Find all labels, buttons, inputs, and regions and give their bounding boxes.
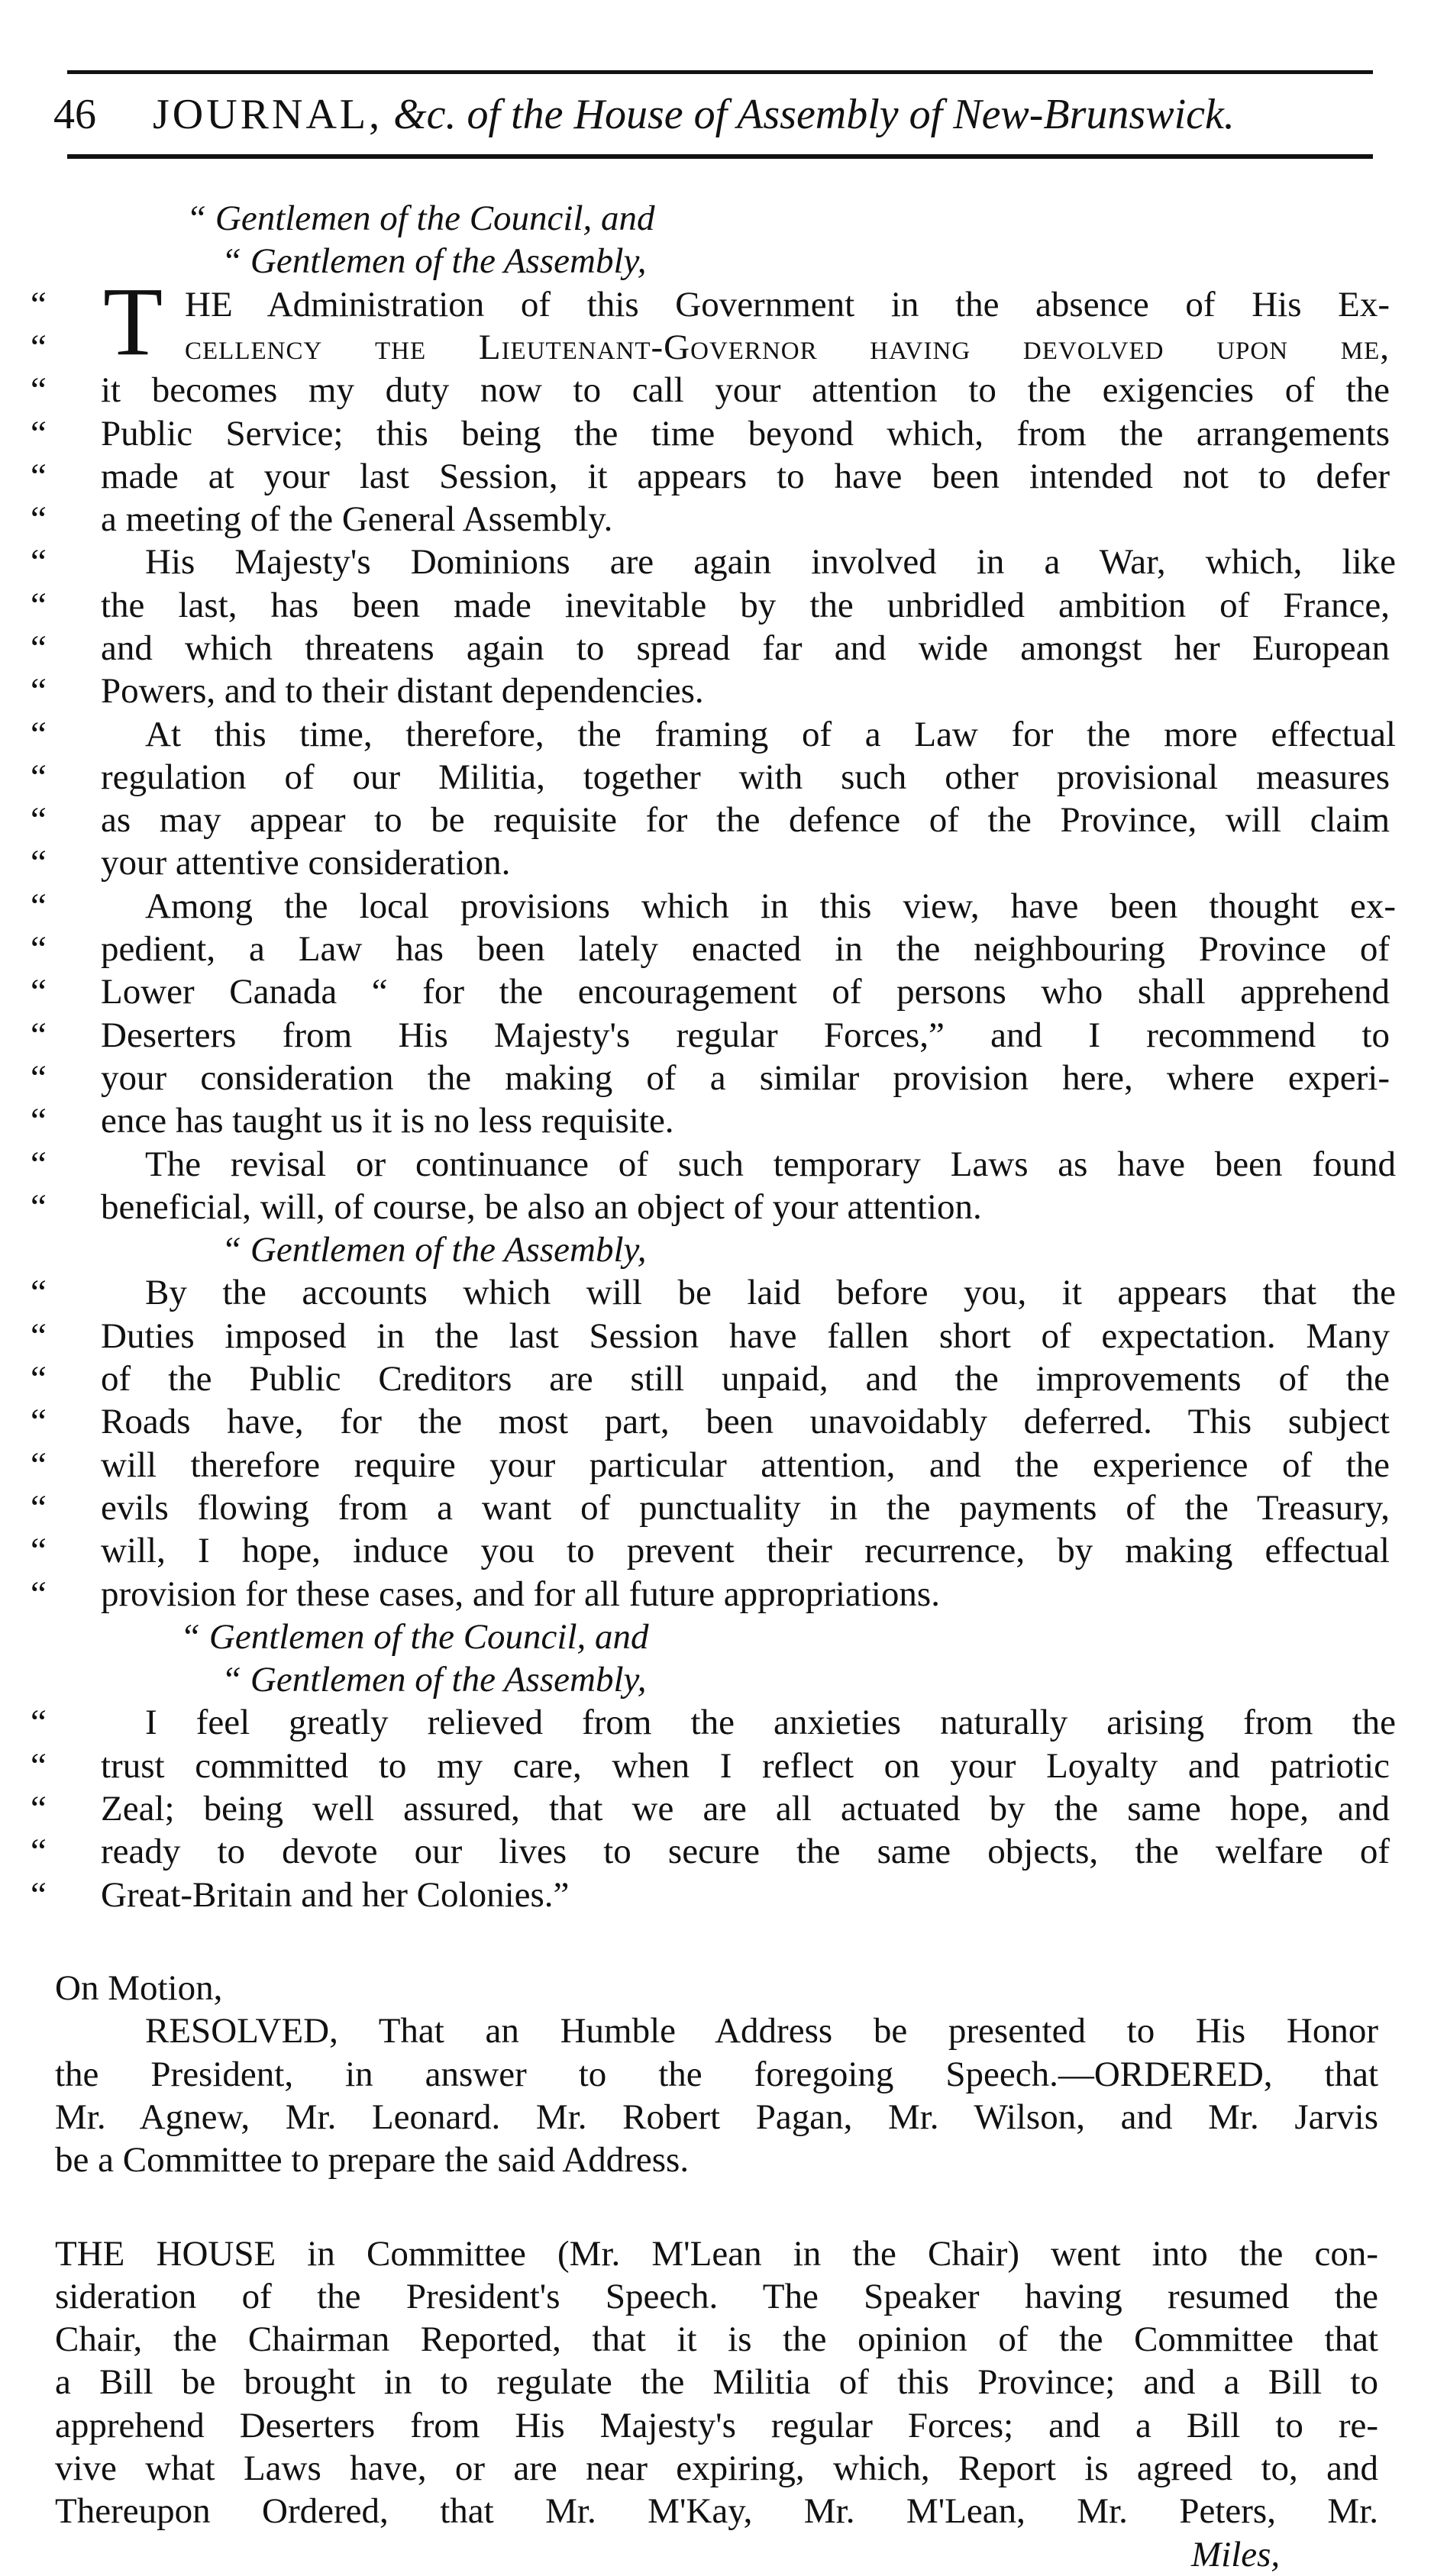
- paragraph-4-line-3-text: Lower Canada “ for the encouragement of persons who shall apprehend: [101, 972, 1390, 1012]
- paragraph-2-line-4: [31, 670, 1390, 712]
- paragraph-6-line-7: [31, 1529, 1390, 1572]
- paragraph-2-line-1-text: His Majesty's Dominions are again involved in a War, which, like: [145, 542, 1396, 582]
- paragraph-4-line-1-text: Among the local provisions which in this view, have been thought ex-: [145, 886, 1396, 926]
- committee-line-4-text: a Bill be brought in to regulate the Militia of this Province; and a Bill to: [55, 2362, 1378, 2402]
- paragraph-5-line-2: [31, 1186, 1390, 1228]
- paragraph-6-line-1: [31, 1271, 1396, 1314]
- committee-line-3-text: Chair, the Chairman Reported, that it is the opinion of the Committee that: [55, 2319, 1378, 2359]
- paragraph-6-line-5-text: will therefore require your particular attention, and the experience of the: [101, 1445, 1390, 1485]
- motion-line-1: [145, 2009, 1447, 2052]
- paragraph-1-line-5-text: made at your last Session, it appears to have been intended not to defer: [101, 457, 1390, 496]
- paragraph-2-line-4-text: Powers, and to their distant dependencies.: [101, 671, 704, 711]
- quote-mark: “: [31, 370, 47, 410]
- quote-mark: “: [31, 457, 47, 496]
- committee-line-6: [55, 2447, 1414, 2490]
- paragraph-7-line-1: [31, 1701, 1396, 1744]
- quote-mark: “: [31, 1015, 47, 1055]
- quote-mark: “: [31, 671, 47, 711]
- paragraph-2-line-3: [31, 627, 1390, 670]
- paragraph-6-line-1-text: By the accounts which will be laid before you, it appears that the: [145, 1273, 1396, 1312]
- salutation-assembly-1: [221, 240, 1447, 282]
- salutation-council-1: [186, 197, 1447, 240]
- quote-mark: “: [31, 1402, 47, 1441]
- paragraph-5-line-1: [31, 1143, 1396, 1186]
- paragraph-4-line-6-text: ence has taught us it is no less requisite.: [101, 1101, 674, 1141]
- paragraph-1-line-6: [31, 498, 1390, 541]
- quote-mark: “: [31, 843, 47, 883]
- committee-line-7-text: Thereupon Ordered, that Mr. M'Kay, Mr. M'Lean, Mr. Peters, Mr.: [55, 2491, 1378, 2531]
- quote-mark: “: [31, 1101, 47, 1141]
- salutation-assembly-2-text: “ Gentlemen of the Assembly,: [221, 1230, 647, 1270]
- quote-mark: “: [31, 628, 47, 668]
- committee-line-6-text: vive what Laws have, or are near expiring, which, Report is agreed to, and: [55, 2448, 1378, 2488]
- committee-line-1: [55, 2232, 1414, 2275]
- paragraph-6-line-8: [31, 1573, 1390, 1616]
- paragraph-4-line-5-text: your consideration the making of a similar provision here, where experi-: [101, 1058, 1390, 1098]
- committee-line-2: [55, 2275, 1414, 2318]
- header-rule-bottom: [67, 154, 1373, 159]
- quote-mark: “: [31, 1316, 47, 1356]
- paragraph-7-line-2-text: trust committed to my care, when I reflect on your Loyalty and patriotic: [101, 1746, 1390, 1786]
- header-title-rest: &c. of the House of Assembly of New-Brunswick.: [393, 91, 1235, 138]
- quote-mark: “: [31, 285, 47, 324]
- paragraph-6-line-5: [31, 1444, 1390, 1487]
- motion-line-3-text: Mr. Agnew, Mr. Leonard. Mr. Robert Pagan, Mr. Wilson, and Mr. Jarvis: [55, 2097, 1378, 2137]
- motion-line-4-text: be a Committee to prepare the said Address.: [55, 2140, 690, 2180]
- paragraph-6-line-2-text: Duties imposed in the last Session have fallen short of expectation. Many: [101, 1316, 1390, 1356]
- paragraph-1-line-1-text: HE Administration of this Government in the absence of His Ex-: [185, 285, 1390, 324]
- paragraph-6-line-6: [31, 1487, 1390, 1529]
- paragraph-7-line-3: [31, 1787, 1390, 1830]
- paragraph-1-line-4-text: Public Service; this being the time beyond which, from the arrangements: [101, 414, 1390, 454]
- quote-mark: “: [31, 1144, 47, 1184]
- quote-mark: “: [31, 1445, 47, 1485]
- quote-mark: “: [31, 1746, 47, 1786]
- salutation-assembly-2: [221, 1228, 1447, 1271]
- paragraph-7-line-5-text: Great-Britain and her Colonies.”: [101, 1875, 570, 1915]
- paragraph-4-line-6: [31, 1099, 1390, 1142]
- quote-mark: “: [31, 757, 47, 797]
- motion-line-3: [55, 2096, 1414, 2139]
- paragraph-2-line-1: [31, 541, 1396, 583]
- paragraph-2-line-2: [31, 584, 1390, 627]
- paragraph-4-line-2-text: pedient, a Law has been lately enacted in the neighbouring Province of: [101, 929, 1390, 969]
- quote-mark: “: [31, 1531, 47, 1570]
- quote-mark: “: [31, 586, 47, 625]
- quote-mark: “: [31, 929, 47, 969]
- paragraph-1-line-4: [31, 412, 1390, 455]
- header-rule-top: [67, 70, 1373, 74]
- paragraph-3-line-3: [31, 799, 1390, 841]
- committee-line-4: [55, 2361, 1414, 2403]
- running-header: [53, 86, 1397, 144]
- quote-mark: “: [31, 1574, 47, 1614]
- quote-mark: “: [31, 1832, 47, 1871]
- paragraph-4-line-3: [31, 970, 1390, 1013]
- paragraph-1-line-2-text: cellency the Lieutenant-Governor having devolved upon me,: [185, 328, 1390, 367]
- paragraph-3-line-4: [31, 841, 1390, 884]
- paragraph-6-line-8-text: provision for these cases, and for all future appropriations.: [101, 1574, 940, 1614]
- paragraph-1-line-2: [31, 326, 1390, 369]
- paragraph-6-line-6-text: evils flowing from a want of punctuality in the payments of the Treasury,: [101, 1488, 1390, 1528]
- quote-mark: “: [31, 1703, 47, 1742]
- catchword-text: Miles,: [1191, 2535, 1281, 2574]
- quote-mark: “: [31, 972, 47, 1012]
- salutation-assembly-1-text: “ Gentlemen of the Assembly,: [221, 241, 647, 281]
- quote-mark: “: [31, 499, 47, 539]
- motion-heading-text: On Motion,: [55, 1968, 223, 2008]
- paragraph-7-line-5: [31, 1874, 1390, 1916]
- motion-line-2-text: the President, in answer to the foregoing Speech.—ORDERED, that: [55, 2055, 1378, 2094]
- paragraph-7-line-3-text: Zeal; being well assured, that we are all actuated by the same hope, and: [101, 1789, 1390, 1829]
- paragraph-6-line-3-text: of the Public Creditors are still unpaid, and the improvements of the: [101, 1359, 1390, 1399]
- motion-line-4: [55, 2139, 1414, 2181]
- paragraph-4-line-4-text: Deserters from His Majesty's regular Forces,” and I recommend to: [101, 1015, 1390, 1055]
- motion-line-1-text: RESOLVED, That an Humble Address be presented to His Honor: [145, 2011, 1378, 2051]
- quote-mark: “: [31, 1875, 47, 1915]
- committee-line-5-text: apprehend Deserters from His Majesty's regular Forces; and a Bill to re-: [55, 2406, 1378, 2445]
- quote-mark: “: [31, 715, 47, 754]
- paragraph-7-line-4: [31, 1830, 1390, 1873]
- quote-mark: “: [31, 1789, 47, 1829]
- quote-mark: “: [31, 542, 47, 582]
- quote-mark: “: [31, 800, 47, 840]
- paragraph-4-line-1: [31, 885, 1396, 928]
- paragraph-1-line-5: [31, 455, 1390, 498]
- paragraph-2-line-2-text: the last, has been made inevitable by the unbridled ambition of France,: [101, 586, 1390, 625]
- paragraph-7-line-4-text: ready to devote our lives to secure the same objects, the welfare of: [101, 1832, 1390, 1871]
- quote-mark: “: [31, 1187, 47, 1227]
- committee-line-5: [55, 2404, 1414, 2447]
- quote-mark: “: [31, 328, 47, 367]
- paragraph-3-line-1-text: At this time, therefore, the framing of a Law for the more effectual: [145, 715, 1396, 754]
- paragraph-5-line-1-text: The revisal or continuance of such temporary Laws as have been found: [145, 1144, 1396, 1184]
- salutation-assembly-3: [221, 1658, 1447, 1701]
- quote-mark: “: [31, 886, 47, 926]
- committee-line-3: [55, 2318, 1414, 2361]
- quote-mark: “: [31, 1359, 47, 1399]
- quote-mark: “: [31, 1273, 47, 1312]
- salutation-council-3-text: “ Gentlemen of the Council, and: [180, 1617, 649, 1657]
- paragraph-1-line-3: [31, 369, 1390, 412]
- paragraph-3-line-2: [31, 756, 1390, 799]
- page-number: 46: [53, 91, 96, 138]
- paragraph-6-line-4-text: Roads have, for the most part, been unavoidably deferred. This subject: [101, 1402, 1390, 1441]
- committee-line-1-text: THE HOUSE in Committee (Mr. M'Lean in the Chair) went into the con-: [55, 2234, 1378, 2274]
- motion-line-2: [55, 2053, 1414, 2096]
- committee-line-2-text: sideration of the President's Speech. The Speaker having resumed the: [55, 2277, 1378, 2316]
- motion-heading: [55, 1967, 1414, 2009]
- paragraph-4-line-5: [31, 1057, 1390, 1099]
- paragraph-3-line-2-text: regulation of our Militia, together with such other provisional measures: [101, 757, 1390, 797]
- paragraph-5-line-2-text: beneficial, will, of course, be also an object of your attention.: [101, 1187, 982, 1227]
- committee-line-7: [55, 2490, 1414, 2532]
- paragraph-6-line-2: [31, 1315, 1390, 1357]
- paragraph-1-line-3-text: it becomes my duty now to call your attention to the exigencies of the: [101, 370, 1390, 410]
- paragraph-3-line-1: [31, 713, 1396, 756]
- paragraph-6-line-3: [31, 1357, 1390, 1400]
- quote-mark: “: [31, 1058, 47, 1098]
- paragraph-2-line-3-text: and which threatens again to spread far and wide amongst her European: [101, 628, 1390, 668]
- paragraph-7-line-2: [31, 1745, 1390, 1787]
- paragraph-6-line-4: [31, 1400, 1390, 1443]
- paragraph-6-line-7-text: will, I hope, induce you to prevent their recurrence, by making effectual: [101, 1531, 1390, 1570]
- drop-cap: T: [103, 267, 163, 376]
- salutation-council-1-text: “ Gentlemen of the Council, and: [186, 199, 655, 238]
- paragraph-3-line-4-text: your attentive consideration.: [101, 843, 511, 883]
- quote-mark: “: [31, 414, 47, 454]
- quote-mark: “: [31, 1488, 47, 1528]
- paragraph-7-line-1-text: I feel greatly relieved from the anxieties naturally arising from the: [145, 1703, 1396, 1742]
- catchword: [1191, 2533, 1447, 2576]
- salutation-council-3: [180, 1616, 1447, 1658]
- paragraph-3-line-3-text: as may appear to be requisite for the defence of the Province, will claim: [101, 800, 1390, 840]
- header-title-journal: JOURNAL,: [153, 91, 383, 138]
- paragraph-1-line-6-text: a meeting of the General Assembly.: [101, 499, 613, 539]
- paragraph-4-line-2: [31, 928, 1390, 970]
- paragraph-4-line-4: [31, 1014, 1390, 1057]
- salutation-assembly-3-text: “ Gentlemen of the Assembly,: [221, 1660, 647, 1700]
- paragraph-1-line-1: [31, 283, 1390, 326]
